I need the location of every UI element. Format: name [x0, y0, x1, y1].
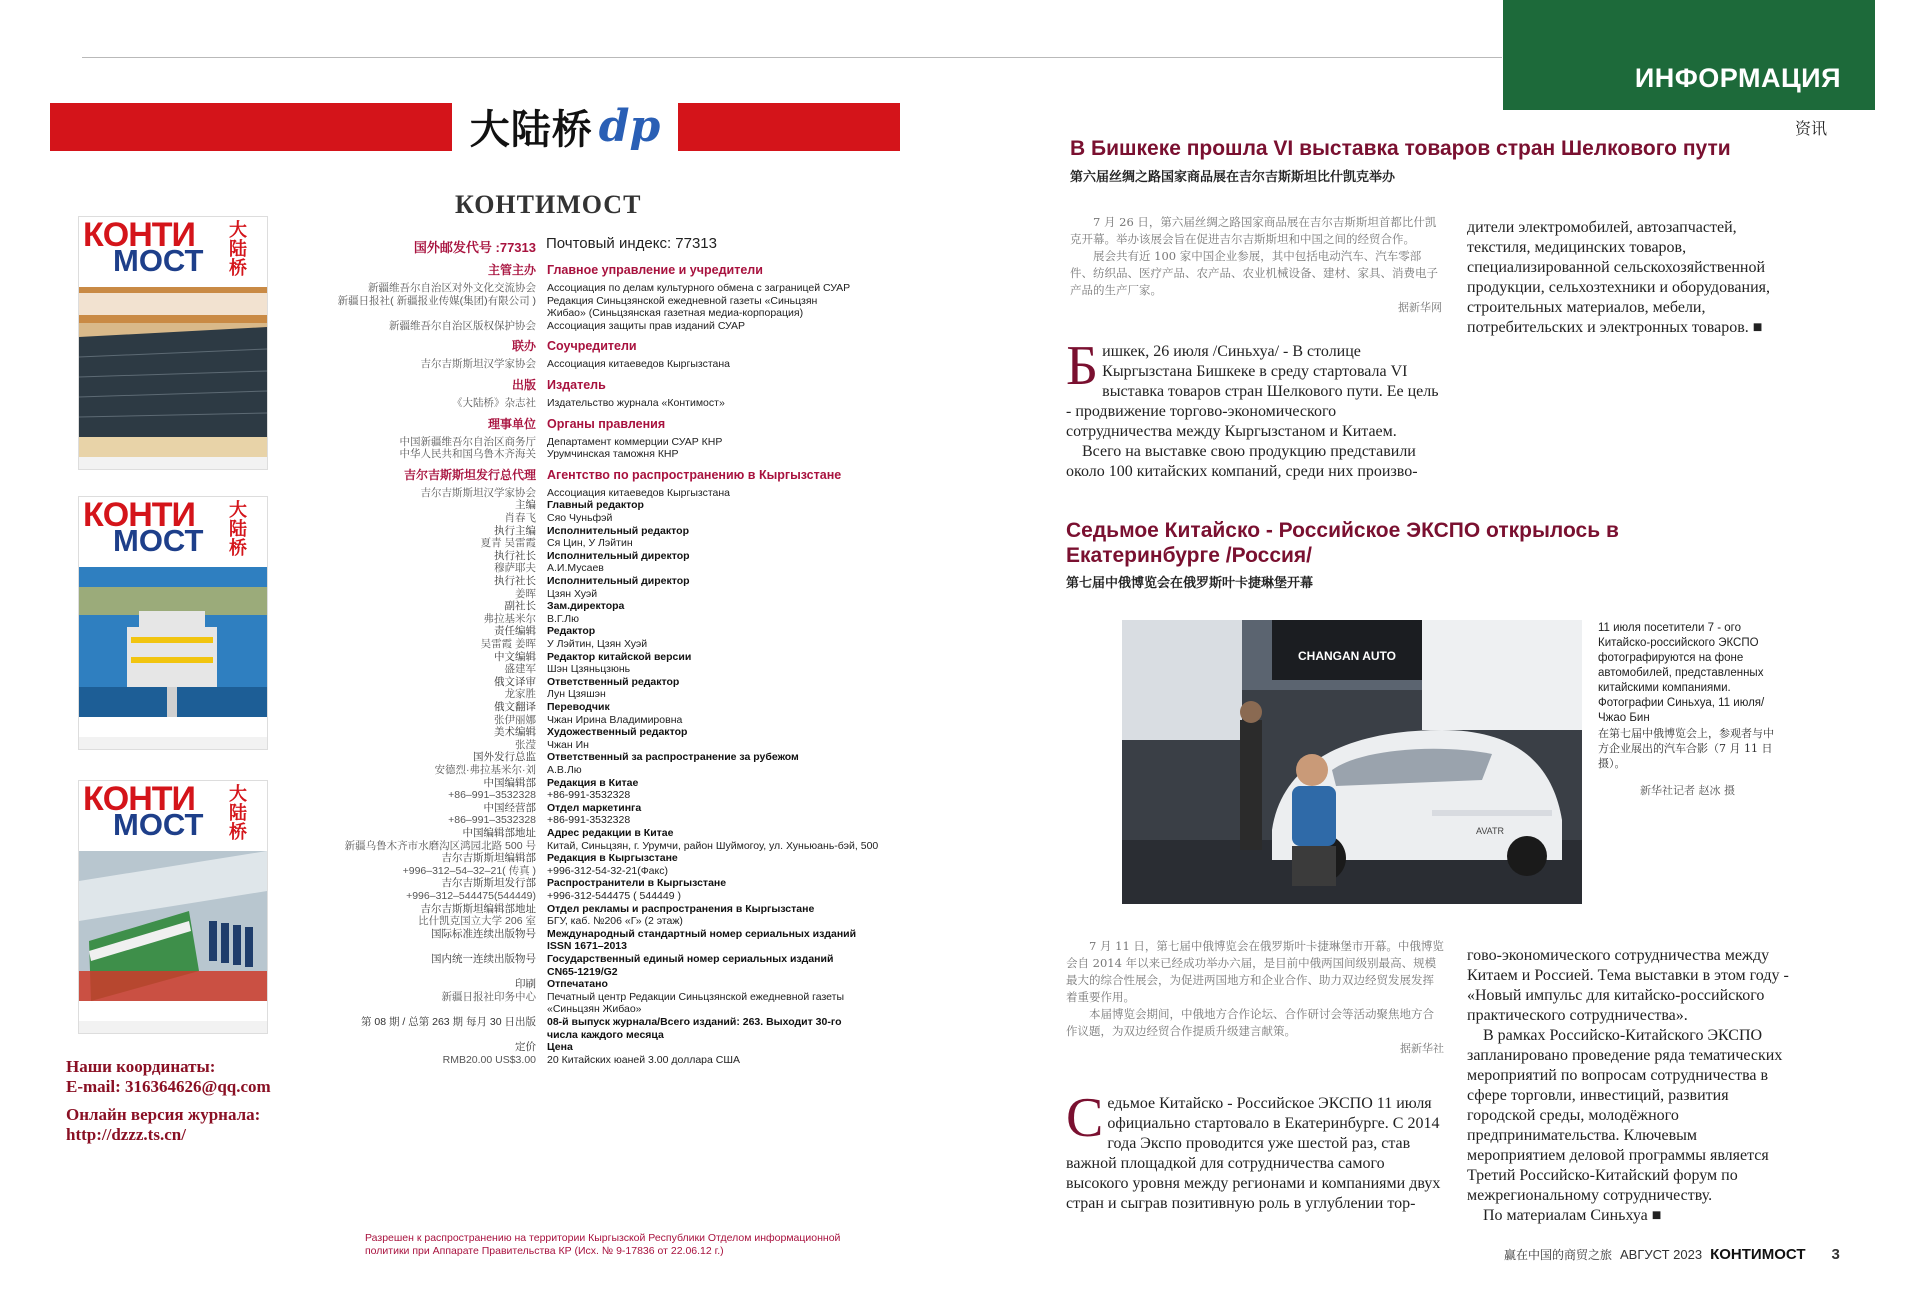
masthead-ru: Распространители в Кыргызстане — [547, 877, 727, 890]
article1-ru-col2: дители электромобилей, автозапчастей, текстиля, медицинских товаров, специализированной сельскохозяйственной продукции, сельхозтехники и оборудования, строительных материалов, мебели, потребительских и электронных товаров. ■ — [1467, 219, 1770, 336]
contacts-block — [66, 1057, 271, 1097]
article2-title: Седьмое Китайско - Российское ЭКСПО открылось в Екатеринбурге /Россия/ — [1066, 519, 1619, 567]
article2-ru-c2p1: гово-экономического сотрудничества между Китаем и Россией. Тема выставки в этом году - «Новый импульс для китайско-российского практического сотрудничества». — [1467, 947, 1789, 1024]
cover-brand-bottom: МОСТ — [113, 243, 204, 278]
expo-photo — [1122, 620, 1582, 904]
masthead-ru: Шэн Цзяньцзюнь — [547, 663, 631, 676]
footer-slogan: 赢在中国的商贸之旅 — [1504, 1248, 1613, 1262]
logo-zh: 大陆桥 — [469, 106, 593, 153]
masthead-zh: 中国新疆维吾尔自治区商务厅 — [399, 435, 536, 448]
masthead-ru: 08-й выпуск журнала/Всего изданий: 263. Выходит 30-го — [547, 1016, 842, 1028]
masthead-zh: 联办 — [511, 339, 536, 354]
masthead-zh: 国内统一连续出版物号 — [431, 953, 536, 965]
footer-magazine: КОНТИМОСТ — [1710, 1246, 1806, 1263]
masthead-zh: 弗拉基米尔 — [483, 612, 536, 625]
masthead-zh: 龙家胜 — [504, 688, 536, 701]
masthead-zh: RMB20.00 US$3.00 — [442, 1053, 536, 1066]
article2-zh-p2: 本届博览会期间，中俄地方合作论坛、合作研讨会等活动聚焦地方合作议题，为双边经贸合作提质升级建言献策。 — [1066, 1007, 1434, 1038]
masthead-ru: БГУ, каб. №206 «Г» (2 этаж) — [547, 915, 683, 928]
masthead-zh: 肖春飞 — [504, 512, 536, 524]
masthead-zh: 中华人民共和国乌鲁木齐海关 — [399, 448, 536, 461]
contacts-email[interactable]: E-mail: 316364626@qq.com — [66, 1077, 271, 1096]
masthead-zh: 张滢 — [515, 738, 536, 751]
masthead-ru: Жибао» (Синьцзянская газетная медиа-корпорация) — [547, 307, 804, 320]
masthead-zh: 新疆维吾尔自治区版权保护协会 — [389, 319, 536, 332]
cover-brand-zh: 大陆桥 — [229, 500, 247, 558]
cover-photo-train — [79, 851, 267, 1023]
article2-ru-c2p3: По материалам Синьхуа ■ — [1483, 1207, 1662, 1224]
masthead-ru: Ассоциация защиты прав изданий СУАР — [547, 319, 746, 332]
article2-ru-col1 — [1066, 1087, 1444, 1214]
masthead-zh: 穆萨耶夫 — [494, 562, 536, 575]
page-number: 3 — [1831, 1246, 1840, 1263]
top-rule — [82, 57, 1502, 58]
photo-sign-avatr: AVATR — [1475, 826, 1505, 836]
masthead-ru: ISSN 1671–2013 — [547, 940, 627, 953]
caption-ru: 11 июля посетители 7 - ого Китайско-российского ЭКСПО фотографируются на фоне автомобилей, представленных китайскими компаниями. Фотографии Синьхуа, 11 июля/Чжао Бин — [1598, 622, 1765, 724]
masthead-ru: Департамент коммерции СУАР КНР — [547, 435, 723, 448]
masthead-zh: 中国编辑部地址 — [462, 827, 536, 839]
article1-title-zh: 第六届丝绸之路国家商品展在吉尔吉斯斯坦比什凯克举办 — [1070, 169, 1396, 184]
masthead-ru: Урумчинская таможня КНР — [547, 448, 679, 461]
masthead-zh: +86–991–3532328 — [448, 814, 536, 827]
article2-photo[interactable] — [1122, 620, 1582, 904]
masthead-ru: Зам.директора — [547, 600, 625, 613]
article2-title-zh: 第七届中俄博览会在俄罗斯叶卡捷琳堡开幕 — [1066, 575, 1314, 590]
masthead-zh: 美术编辑 — [494, 726, 536, 739]
cover-photo-platform — [79, 567, 267, 739]
masthead-zh: 印刷 — [515, 978, 536, 991]
masthead-ru: А.В.Лю — [547, 764, 582, 776]
masthead-title: КОНТИМОСТ — [455, 190, 642, 219]
masthead-zh: 第 08 期 / 总第 263 期 每月 30 日出版 — [360, 1016, 536, 1028]
page-footer — [1504, 1246, 1840, 1263]
masthead-zh: 执行主编 — [494, 524, 536, 537]
masthead-ru: «Синьцзян Жибао» — [547, 1003, 642, 1016]
masthead-zh: 理事单位 — [487, 416, 536, 431]
magazine-cover-3[interactable] — [78, 780, 268, 1034]
article2-ru-col2 — [1467, 946, 1791, 1226]
masthead-zh: 夏青 吴雷霞 — [480, 537, 536, 550]
masthead-zh: +996–312–54–32–21( 传真 ) — [402, 864, 536, 877]
cover-brand-bottom: МОСТ — [113, 807, 204, 842]
masthead-ru: Издатель — [547, 378, 606, 392]
masthead-zh: 吉尔吉斯斯坦汉学家协会 — [420, 358, 536, 371]
masthead-zh: 主编 — [515, 499, 536, 512]
masthead-zh: 副社长 — [504, 600, 536, 613]
section-tab: ИНФОРМАЦИЯ — [1503, 0, 1875, 110]
masthead-zh: 比什凯克国立大学 206 室 — [418, 915, 536, 928]
article1-ru-p2: Всего на выставке свою продукцию представили около 100 китайских компаний, среди них произво- — [1066, 443, 1418, 480]
masthead-ru: Цзян Хуэй — [547, 587, 598, 600]
contacts-title: Наши координаты: — [66, 1057, 216, 1076]
masthead-zh: 出版 — [511, 378, 536, 392]
masthead-zh: 姜晖 — [515, 587, 536, 600]
masthead-ru: +996-312-544475 ( 544449 ) — [547, 890, 681, 902]
masthead-ru: Ся Цин, У Лэйтин — [547, 537, 633, 550]
online-url[interactable]: http://dzzz.ts.cn/ — [66, 1125, 186, 1144]
masthead-ru: Ассоциация китаеведов Кыргызстана — [547, 358, 731, 371]
masthead-ru: CN65-1219/G2 — [547, 965, 618, 978]
cover-brand-zh: 大陆桥 — [229, 220, 247, 278]
distribution-permit: Разрешен к распространению на территории Кыргызской Республики Отделом информационной политики при Аппарате Правительства КР (Исх. № 9-17836 от 22.06.12 г.) — [365, 1232, 841, 1257]
masthead-ru: +86-991-3532328 — [547, 814, 631, 827]
masthead-zh: 吴雷霞 姜晖 — [480, 638, 536, 650]
caption-source: 新华社记者 赵冰 摄 — [1640, 784, 1735, 797]
cover-brand-zh: 大陆桥 — [229, 784, 247, 842]
logo — [452, 97, 678, 155]
masthead-ru: +996-312-54-32-21(Факс) — [547, 864, 668, 877]
masthead-ru: Редактор китайской версии — [547, 650, 692, 663]
masthead-ru: +86-991-3532328 — [547, 789, 631, 802]
masthead-zh: 主管主办 — [487, 263, 536, 277]
cover-photo-solar — [79, 287, 267, 459]
masthead-zh: 吉尔吉斯斯坦汉学家协会 — [420, 486, 536, 499]
article1-dropcap: Б — [1066, 335, 1099, 397]
masthead-ru: Переводчик — [547, 701, 610, 713]
article1-title: В Бишкеке прошла VI выставка товаров стран Шелкового пути — [1070, 137, 1731, 160]
masthead-zh: 俄文翻译 — [494, 701, 536, 713]
masthead-zh: 新疆乌鲁木齐市水磨沟区鸿园北路 500 号 — [344, 839, 536, 852]
masthead-ru: Исполнительный редактор — [547, 524, 689, 537]
masthead-zh: 中文编辑 — [494, 650, 536, 663]
logo-mark: dp — [598, 100, 661, 152]
masthead-ru: В.Г.Лю — [547, 612, 580, 625]
masthead-ru: Органы правления — [547, 416, 666, 431]
masthead-ru: Исполнительный директор — [547, 549, 690, 562]
masthead-ru: Адрес редакции в Китае — [547, 827, 674, 839]
masthead-zh: 吉尔吉斯斯坦编辑部 — [441, 852, 536, 865]
masthead-zh: 国际标准连续出版物号 — [431, 927, 536, 940]
masthead-ru: Отдел рекламы и распространения в Кыргызстане — [547, 902, 815, 915]
masthead-ru: Лун Цзяшэн — [547, 688, 606, 701]
magazine-cover-1[interactable] — [78, 216, 268, 470]
cover-brand-top: КОНТИ — [83, 216, 195, 254]
article2-caption — [1598, 621, 1778, 771]
masthead-ru: Ответственный за распространение за рубежом — [547, 751, 799, 764]
cover-footer-strip — [79, 1021, 267, 1033]
masthead-zh: 执行社长 — [494, 549, 536, 562]
masthead-ru: Цена — [547, 1041, 573, 1054]
masthead-zh: 责任编辑 — [494, 625, 536, 638]
masthead-ru: Чжан Ин — [547, 738, 589, 751]
masthead-ru: Государственный единый номер сериальных изданий — [547, 953, 834, 965]
masthead-ru: Редакция в Китае — [547, 776, 639, 789]
masthead-zh: 中国编辑部 — [483, 776, 536, 789]
masthead-ru: А.И.Мусаев — [547, 562, 604, 575]
masthead-ru: Ответственный редактор — [547, 675, 680, 688]
masthead-ru: Художественный редактор — [547, 726, 688, 739]
masthead-ru: Чжан Ирина Владимировна — [547, 713, 683, 726]
masthead-zh: 《大陆桥》杂志社 — [452, 397, 536, 409]
article1-ru-p1-text: ишкек, 26 июля /Синьхуа/ - В столице Кыргызстана Бишкеке в среду стартовала VI выставка товаров стран Шелкового пути. Ее цель - продвижение торгово-экономического сотрудничества между Кыргызстаном и Китаем. — [1066, 343, 1439, 440]
masthead-ru: Международный стандартный номер сериальных изданий — [547, 927, 857, 940]
cover-brand-bottom: МОСТ — [113, 523, 204, 558]
masthead-zh: 定价 — [515, 1041, 536, 1054]
masthead-zh: 俄文译审 — [494, 675, 536, 688]
article1-ru-p1 — [1066, 335, 1444, 442]
masthead-zh: 张伊丽娜 — [494, 713, 536, 726]
cover-brand-top: КОНТИ — [83, 496, 195, 534]
cover-brand-top: КОНТИ — [83, 780, 195, 818]
article1-zh-block — [1070, 214, 1442, 315]
masthead-ru: Главное управление и учредители — [547, 263, 763, 277]
masthead-zh: +86–991–3532328 — [448, 789, 536, 802]
cover-footer-strip — [79, 737, 267, 749]
article2-zh-source: 据新华社 — [1400, 1042, 1444, 1055]
masthead-ru: Китай, Синьцзян, г. Урумчи, район Шуймогоу, ул. Хуньюань-бэй, 500 — [547, 839, 879, 852]
masthead-zh: 新疆日报社( 新疆报业传媒(集团)有限公司 ) — [337, 294, 536, 307]
online-block — [66, 1105, 260, 1145]
masthead-zh: 吉尔吉斯斯坦发行部 — [441, 877, 536, 890]
masthead-ru: Агентство по распространению в Кыргызстане — [547, 467, 842, 482]
masthead-zh: 吉尔吉斯斯坦编辑部地址 — [420, 902, 536, 915]
masthead-ru: Соучредители — [547, 339, 637, 354]
article2-ru-p1-text: едьмое Китайско - Российское ЭКСПО 11 июля официально стартовало в Екатеринбурге. С 2014 года Экспо проводится уже шестой раз, став важной площадкой для сотрудничества самого высокого уровня между регионами и компаниями двух стран и сыграв позитивную роль в углублении тор- — [1066, 1095, 1441, 1212]
article2-ru-c2p2: В рамках Российско-Китайского ЭКСПО запланировано проведение ряда тематических мероприятий по вопросам сотрудничества в сфере торговли, инвестиций, развития городской среды, молодёжного предпринимательства. Ключевым мероприятием деловой программы является Третий Российско-Китайский форум по межрегиональному сотрудничеству. — [1467, 1027, 1783, 1204]
masthead-zh: 国外发行总监 — [473, 751, 536, 764]
masthead-zh: 吉尔吉斯斯坦发行总代理 — [403, 467, 536, 482]
masthead-ru: Отпечатано — [547, 978, 608, 991]
masthead-ru: Редакция в Кыргызстане — [547, 852, 678, 865]
article1-zh-p2: 展会共有近 100 家中国企业参展，其中包括电动汽车、汽车零部件、纺织品、医疗产品、农产品、农业机械设备、建材、家具、消费电子产品的生产厂家。 — [1070, 249, 1438, 297]
masthead-ru: Главный редактор — [547, 499, 644, 512]
masthead-ru: Издательство журнала «Контимост» — [547, 397, 725, 409]
article1-zh-source: 据新华网 — [1398, 301, 1442, 314]
masthead-zh: 执行社长 — [494, 575, 536, 587]
masthead-ru: Ассоциация китаеведов Кыргызстана — [547, 486, 731, 499]
masthead-ru: Редакция Синьцзянской ежедневной газеты «Синьцзян — [547, 294, 818, 307]
masthead-ru: Сяо Чуньфэй — [547, 512, 613, 524]
online-title: Онлайн версия журнала: — [66, 1105, 261, 1124]
masthead-ru: Отдел маркетинга — [547, 801, 642, 814]
masthead-zh: 新疆维吾尔自治区对外文化交流协会 — [368, 282, 536, 294]
masthead-ru: Редактор — [547, 625, 596, 638]
masthead-ru: 20 Китайских юаней 3.00 доллара США — [547, 1053, 740, 1066]
masthead-zh: 新疆日报社印务中心 — [441, 990, 536, 1003]
article2-ru-p1 — [1066, 1087, 1444, 1214]
article2-zh-p1: 7 月 11 日，第七届中俄博览会在俄罗斯叶卡捷琳堡市开幕。中俄博览会自 2014 年以来已经成功举办六届，是目前中俄两国间级别最高、规模最大的综合性展会，为促进两国地方和企业合作、助力双边经贸发展发挥着重要作用。 — [1066, 939, 1444, 1004]
masthead-zh: 安德烈·弗拉基米尔·刘 — [434, 764, 536, 776]
photo-sign-changan: CHANGAN AUTO — [1298, 649, 1396, 663]
postal-zh: 国外邮发代号 :77313 — [413, 240, 536, 255]
masthead-ru: числа каждого месяца — [547, 1028, 664, 1041]
masthead-ru: Ассоциация по делам культурного обмена с заграницей СУАР — [547, 282, 851, 294]
postal-ru: Почтовый индекс: 77313 — [546, 235, 717, 252]
article1-zh-p1: 7 月 26 日，第六届丝绸之路国家商品展在吉尔吉斯斯坦首都比什凯克开幕。举办该展会旨在促进吉尔吉斯斯坦和中国之间的经贸合作。 — [1070, 215, 1437, 246]
masthead-zh: 中国经营部 — [483, 801, 536, 814]
masthead-ru: Печатный центр Редакции Синьцзянской ежедневной газеты — [547, 990, 845, 1003]
magazine-cover-2[interactable] — [78, 496, 268, 750]
article1-ru-col1 — [1066, 335, 1444, 482]
masthead-ru: У Лэйтин, Цзян Хуэй — [547, 638, 648, 650]
article2-dropcap: С — [1066, 1087, 1104, 1149]
article2-zh-block — [1066, 938, 1444, 1056]
caption-zh: 在第七届中俄博览会上，参观者与中方企业展出的汽车合影（7 月 11 日摄）。 — [1598, 727, 1774, 770]
footer-issue: АВГУСТ 2023 — [1620, 1247, 1703, 1262]
section-tab-zh: 资讯 — [1795, 121, 1828, 138]
cover-footer-strip — [79, 457, 267, 469]
masthead-zh: +996–312–544475(544449) — [406, 890, 536, 902]
masthead-zh: 盛建军 — [504, 663, 536, 676]
masthead-ru: Исполнительный директор — [547, 575, 690, 587]
